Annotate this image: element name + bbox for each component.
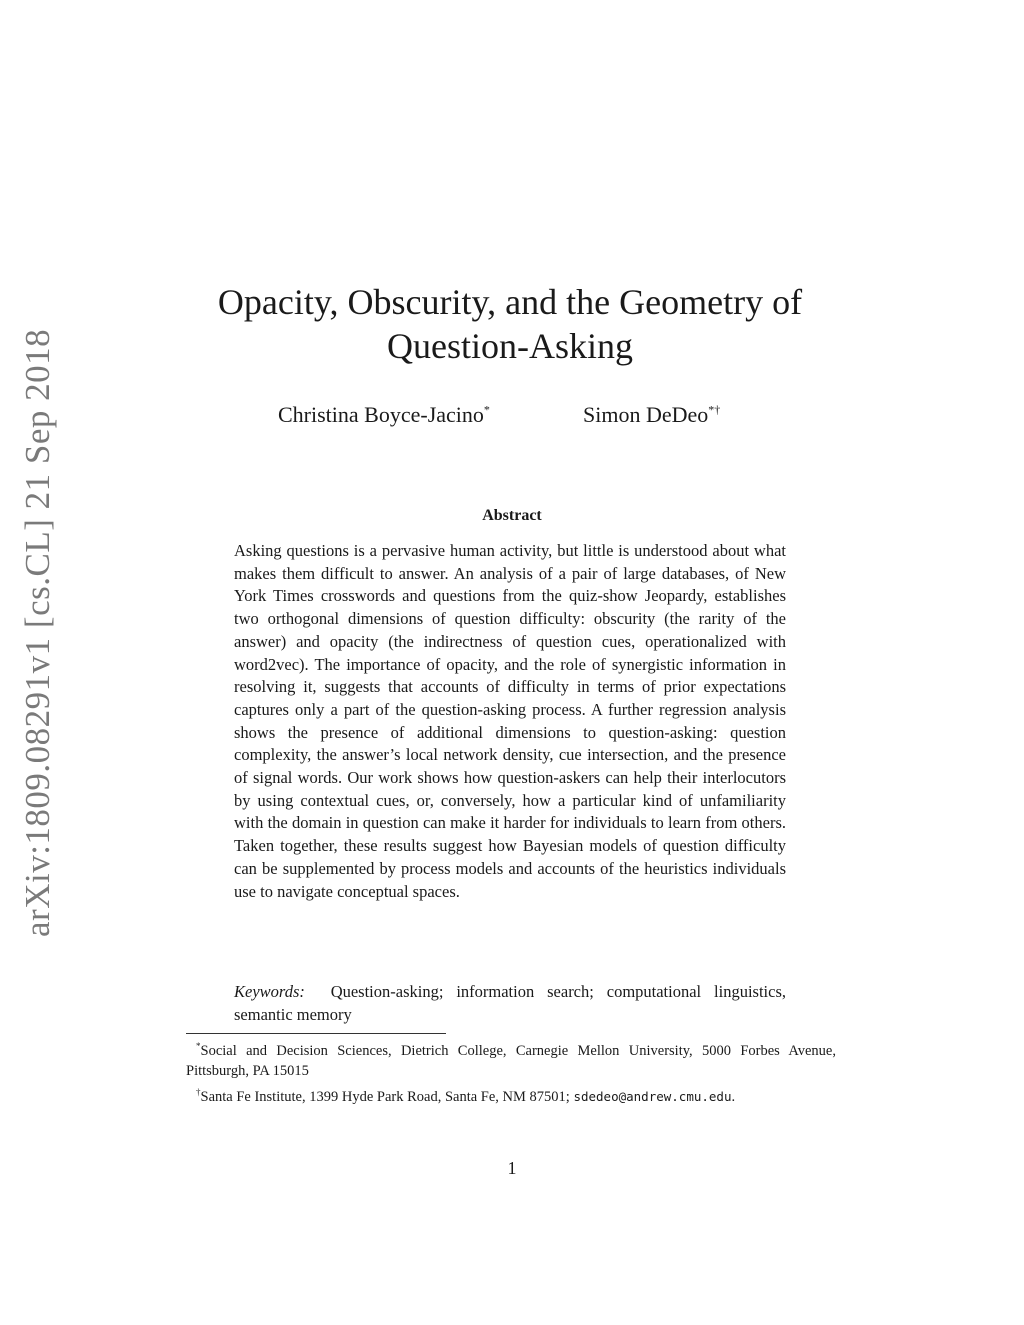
author-2-affiliation-mark: *† <box>708 402 721 417</box>
footnotes <box>186 1036 836 1107</box>
paper-title: Opacity, Obscurity, and the Geometry of Question-Asking <box>217 282 803 366</box>
keywords-label: Keywords: <box>234 982 305 1001</box>
page-number: 1 <box>507 1158 517 1178</box>
arxiv-identifier-stamp: arXiv:1809.08291v1 [cs.CL] 21 Sep 2018 <box>18 328 57 937</box>
keywords-text: Question-asking; information search; computational linguistics, semantic memory <box>234 982 786 1024</box>
author-2-name: Simon DeDeo <box>583 402 709 427</box>
author-1-affiliation-mark: * <box>483 402 490 417</box>
footnote-2-suffix: . <box>731 1088 736 1105</box>
author-1-name: Christina Boyce-Jacino <box>278 402 484 427</box>
footnote-affiliation-2 <box>186 1082 836 1107</box>
author-list <box>0 402 1024 436</box>
footnote-2-text: Santa Fe Institute, 1399 Hyde Park Road, Santa Fe, NM 87501; <box>200 1088 574 1105</box>
abstract-heading: Abstract <box>482 507 542 524</box>
footnote-1-mark: * <box>196 1041 201 1051</box>
author-1 <box>278 402 490 428</box>
abstract-body: Asking questions is a pervasive human activity, but little is understood about what makes them difficult to answer. An analysis of a pair of large databases, of New York Times crosswords and questions from the quiz-show Jeopardy, establishes two orthogonal dimensions of question difficulty: obscurity (the rarity of the answer) and opacity (the indirectness of question cues, operationalized with word2vec). The importance of opacity, and the role of synergistic information in resolving it, suggests that accounts of difficulty in terms of prior expectations captures only a part of the question-asking process. A further regression analysis shows the presence of additional dimensions to question-asking: question complexity, the answer’s local network density, cue intersection, and the presence of signal words. Our work shows how question-askers can help their interlocutors by using contextual cues, or, conversely, how a particular kind of unfamiliarity with the domain in question can make it harder for individuals to learn from others. Taken together, these results suggest how Bayesian models of question difficulty can be supplemented by process models and accounts of the heuristics individuals use to navigate conceptual spaces. <box>234 541 786 901</box>
footnote-affiliation-1 <box>186 1036 836 1082</box>
footnote-1-text: Social and Decision Sciences, Dietrich College, Carnegie Mellon University, 5000 Forbes Avenue, Pittsburgh, PA 15015 <box>186 1042 836 1080</box>
footnote-divider <box>186 1033 446 1034</box>
footnote-2-mark: † <box>196 1086 201 1097</box>
keywords <box>234 981 786 1026</box>
author-email-link[interactable]: sdedeo@andrew.cmu.edu <box>573 1088 732 1104</box>
author-2 <box>583 402 720 428</box>
